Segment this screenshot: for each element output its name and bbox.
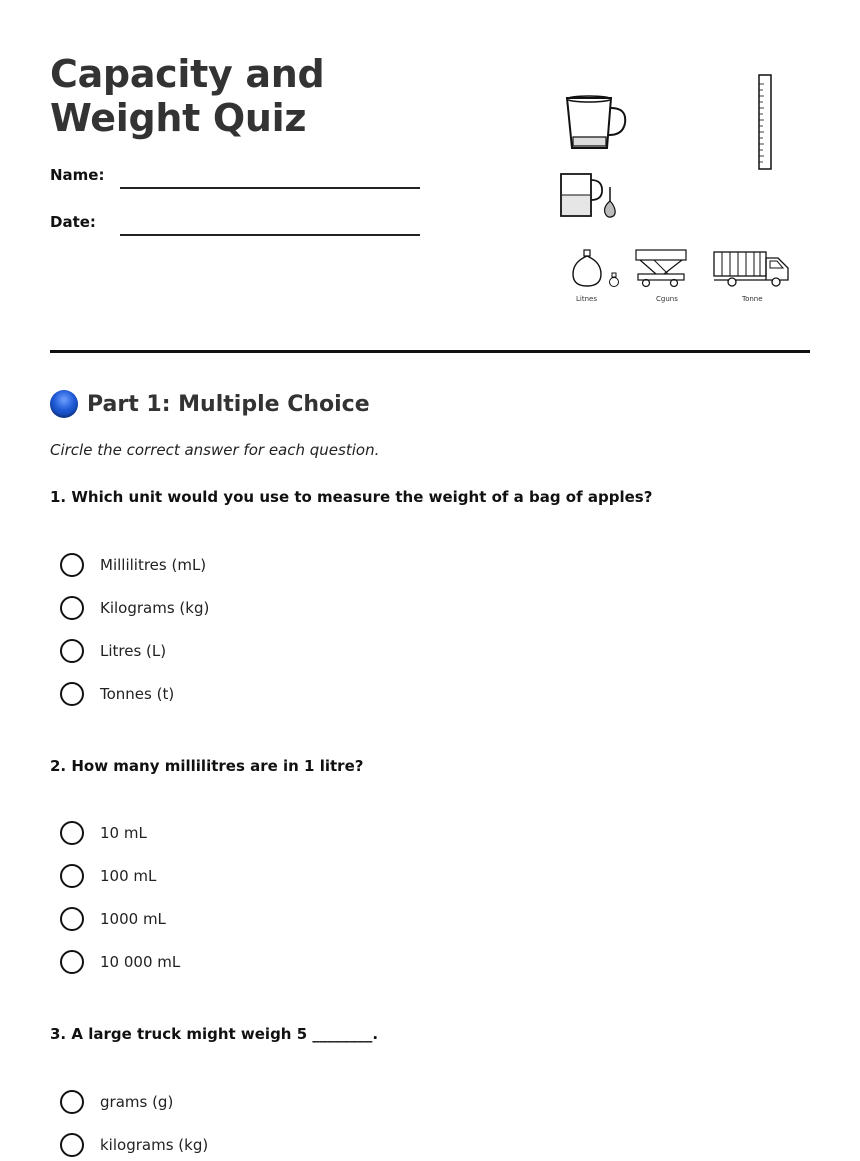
q3-option-2[interactable]: kilograms (kg)	[60, 1132, 208, 1158]
q1-option-3[interactable]: Litres (L)	[60, 638, 166, 664]
measuring-jug-icon	[558, 170, 608, 220]
part1-title: Part 1: Multiple Choice	[87, 391, 370, 417]
q2-option-1[interactable]: 10 mL	[60, 820, 147, 846]
q1-option-4[interactable]: Tonnes (t)	[60, 681, 174, 707]
q2-option-4[interactable]: 10 000 mL	[60, 949, 180, 975]
blue-circle-icon	[50, 390, 78, 418]
radio-circle[interactable]	[60, 821, 84, 845]
ruler-icon	[758, 74, 772, 170]
radio-circle[interactable]	[60, 553, 84, 577]
measuring-cup-icon	[565, 95, 630, 153]
question-2: 2. How many millilitres are in 1 litre?	[50, 757, 364, 775]
part1-heading	[50, 390, 370, 418]
q1-option-2[interactable]: Kilograms (kg)	[60, 595, 209, 621]
q2-option-2[interactable]: 100 mL	[60, 863, 156, 889]
dropper-icon	[602, 185, 620, 219]
name-label: Name:	[50, 166, 105, 184]
q3-option-1[interactable]: grams (g)	[60, 1089, 173, 1115]
illustration-label-litnes: Litnes	[576, 295, 597, 303]
radio-circle[interactable]	[60, 1133, 84, 1157]
q2-option-3[interactable]: 1000 mL	[60, 906, 166, 932]
section-divider	[50, 350, 810, 353]
radio-circle[interactable]	[60, 639, 84, 663]
quiz-title: Capacity and Weight Quiz	[50, 52, 325, 140]
crane-truck-icon	[634, 248, 690, 288]
small-weight-icon	[608, 272, 620, 288]
measurement-illustration	[550, 70, 810, 310]
date-label: Date:	[50, 213, 96, 231]
illustration-label-tonne: Tonne	[742, 295, 763, 303]
radio-circle[interactable]	[60, 596, 84, 620]
date-input-line[interactable]	[120, 234, 420, 236]
name-input-line[interactable]	[120, 187, 420, 189]
radio-circle[interactable]	[60, 864, 84, 888]
question-3: 3. A large truck might weigh 5 ________.	[50, 1025, 379, 1043]
illustration-label-cguns: Cguns	[656, 295, 678, 303]
part1-instructions: Circle the correct answer for each question.	[50, 441, 380, 459]
radio-circle[interactable]	[60, 907, 84, 931]
radio-circle[interactable]	[60, 1090, 84, 1114]
radio-circle[interactable]	[60, 682, 84, 706]
question-1: 1. Which unit would you use to measure the weight of a bag of apples?	[50, 488, 653, 506]
q1-option-1[interactable]: Millilitres (mL)	[60, 552, 206, 578]
lorry-icon	[712, 250, 792, 288]
radio-circle[interactable]	[60, 950, 84, 974]
bag-weight-icon	[570, 248, 604, 288]
